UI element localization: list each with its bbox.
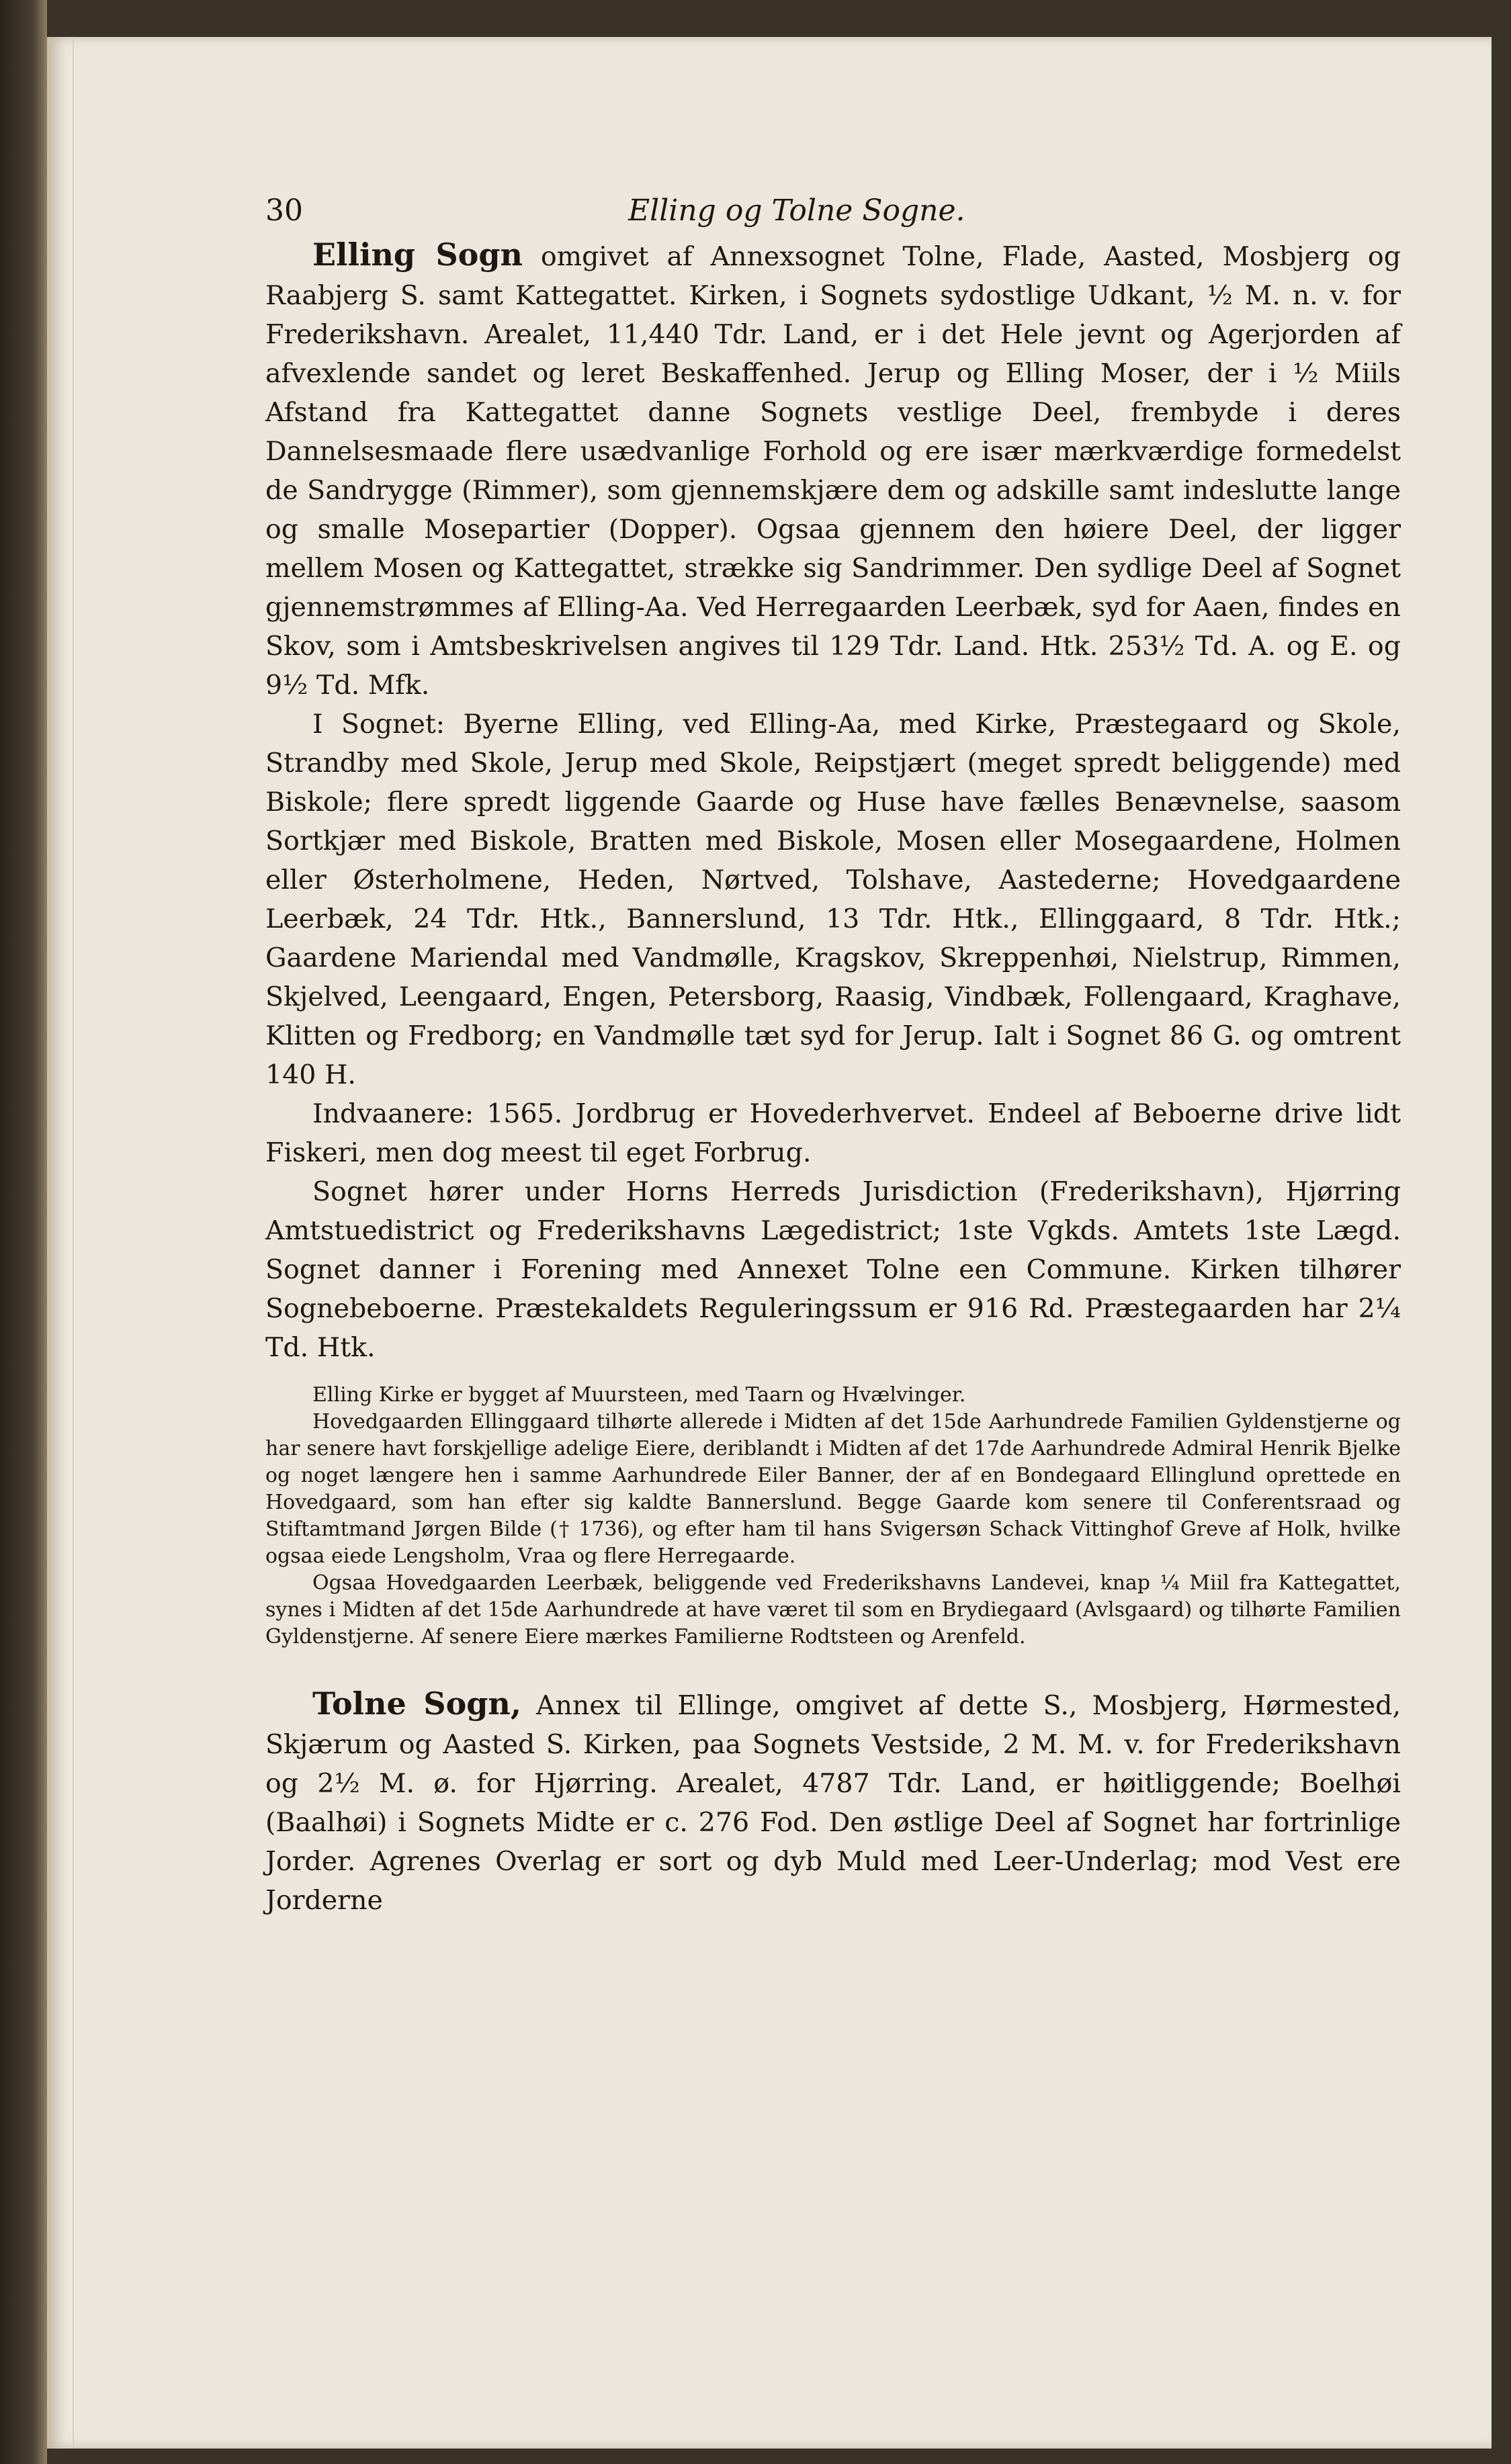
elling-paragraph-3: Indvaanere: 1565. Jordbrug er Hovederhvervet. Endeel af Beboerne drive lidt Fiskeri, men dog meest til eget Forbrug.	[265, 1098, 1401, 1168]
page-number: 30	[265, 193, 303, 228]
tolne-section	[265, 1684, 1401, 1920]
elling-paragraph-1	[265, 235, 1401, 705]
running-head: Elling og Tolne Sogne.	[628, 193, 965, 228]
page-content	[265, 181, 1401, 1920]
elling-notes	[265, 1382, 1401, 1651]
note-ellinggaard: Hovedgaarden Ellinggaard tilhørte allerede i Midten af det 15de Aarhundrede Familien Gyldenstjerne og har senere havt forskjellige adelige Eiere, deriblandt i Midten af det 17de Aarhundrede Admiral Henrik Bjelke og noget længere hen i samme Aarhundrede Eiler Banner, der af en Bondegaard Ellinglund oprettede en Hovedgaard, som han efter sig kaldte Bannerslund. Begge Gaarde kom senere til Conferentsraad og Stiftamtmand Jørgen Bilde († 1736), og efter ham til hans Svigersøn Schack Vittinghof Greve af Holk, hvilke ogsaa eiede Lengsholm, Vraa og flere Herregaarde.	[265, 1410, 1401, 1568]
page-edge	[47, 37, 74, 2449]
elling-heading: Elling Sogn	[312, 236, 523, 273]
page-header	[265, 181, 1401, 235]
elling-paragraph-1-text: omgivet af Annexsognet Tolne, Flade, Aasted, Mosbjerg og Raabjerg S. samt Kattegattet. Kirken, i Sognets sydostlige Udkant, ½ M. n. v. for Frederikshavn. Arealet, 11,440 Tdr. Land, er i det Hele jevnt og Agerjorden af afvexlende sandet og leret Beskaffenhed. Jerup og Elling Moser, der i ½ Miils Afstand fra Kattegattet danne Sognets vestlige Deel, frembyde i deres Dannelsesmaade flere usædvanlige Forhold og ere især mærkværdige formedelst de Sandrygge (Rimmer), som gjennemskjære dem og adskille samt indeslutte lange og smalle Mosepartier (Dopper). Ogsaa gjennem den høiere Deel, der ligger mellem Mosen og Kattegattet, strække sig Sandrimmer. Den sydlige Deel af Sognet gjennemstrømmes af Elling-Aa. Ved Herregaarden Leerbæk, syd for Aaen, findes en Skov, som i Amtsbeskrivelsen angives til 129 Tdr. Land. Htk. 253½ Td. A. og E. og 9½ Td. Mfk.	[265, 241, 1401, 701]
tolne-paragraph-1	[265, 1684, 1401, 1920]
elling-paragraph-2: I Sognet: Byerne Elling, ved Elling-Aa, med Kirke, Præstegaard og Skole, Strandby med Skole, Jerup med Skole, Reipstjært (meget spredt beliggende) med Biskole; flere spredt liggende Gaarde og Huse have fælles Benævnelse, saasom Sortkjær med Biskole, Bratten med Biskole, Mosen eller Mosegaardene, Holmen eller Østerholmene, Heden, Nørtved, Tolshave, Aastederne; Hovedgaardene Leerbæk, 24 Tdr. Htk., Bannerslund, 13 Tdr. Htk., Ellinggaard, 8 Tdr. Htk.; Gaardene Mariendal med Vandmølle, Kragskov, Skreppenhøi, Nielstrup, Rimmen, Skjelved, Leengaard, Engen, Petersborg, Raasig, Vindbæk, Follengaard, Kraghave, Klitten og Fredborg; en Vandmølle tæt syd for Jerup. Ialt i Sognet 86 G. og omtrent 140 H.	[265, 709, 1401, 1090]
elling-section	[265, 235, 1401, 1367]
note-leerbaek: Ogsaa Hovedgaarden Leerbæk, beliggende ved Frederikshavns Landevei, knap ¼ Miil fra Kattegattet, synes i Midten af det 15de Aarhundrede at have været til som en Brydiegaard (Avlsgaard) og tilhørte Familien Gyldenstjerne. Af senere Eiere mærkes Familierne Rodtsteen og Arenfeld.	[265, 1571, 1401, 1648]
note-church: Elling Kirke er bygget af Muursteen, med Taarn og Hvælvinger.	[312, 1383, 966, 1407]
elling-paragraph-4: Sognet hører under Horns Herreds Jurisdiction (Frederikshavn), Hjørring Amtstuedistrict og Frederikshavns Lægedistrict; 1ste Vgkds. Amtets 1ste Lægd. Sognet danner i Forening med Annexet Tolne een Commune. Kirken tilhører Sognebeboerne. Præstekaldets Reguleringssum er 916 Rd. Præstegaarden har 2¼ Td. Htk.	[265, 1176, 1401, 1363]
book-spine	[0, 0, 47, 2464]
tolne-paragraph-1-text: Annex til Ellinge, omgivet af dette S., Mosbjerg, Hørmested, Skjærum og Aasted S. Kirken, paa Sognets Vestside, 2 M. M. v. for Frederikshavn og 2½ M. ø. for Hjørring. Arealet, 4787 Tdr. Land, er høitliggende; Boelhøi (Baalhøi) i Sognets Midte er c. 276 Fod. Den østlige Deel af Sognet har fortrinlige Jorder. Agrenes Overlag er sort og dyb Muld med Leer-Underlag; mod Vest ere Jorderne	[265, 1690, 1401, 1916]
tolne-heading: Tolne Sogn,	[312, 1685, 521, 1722]
